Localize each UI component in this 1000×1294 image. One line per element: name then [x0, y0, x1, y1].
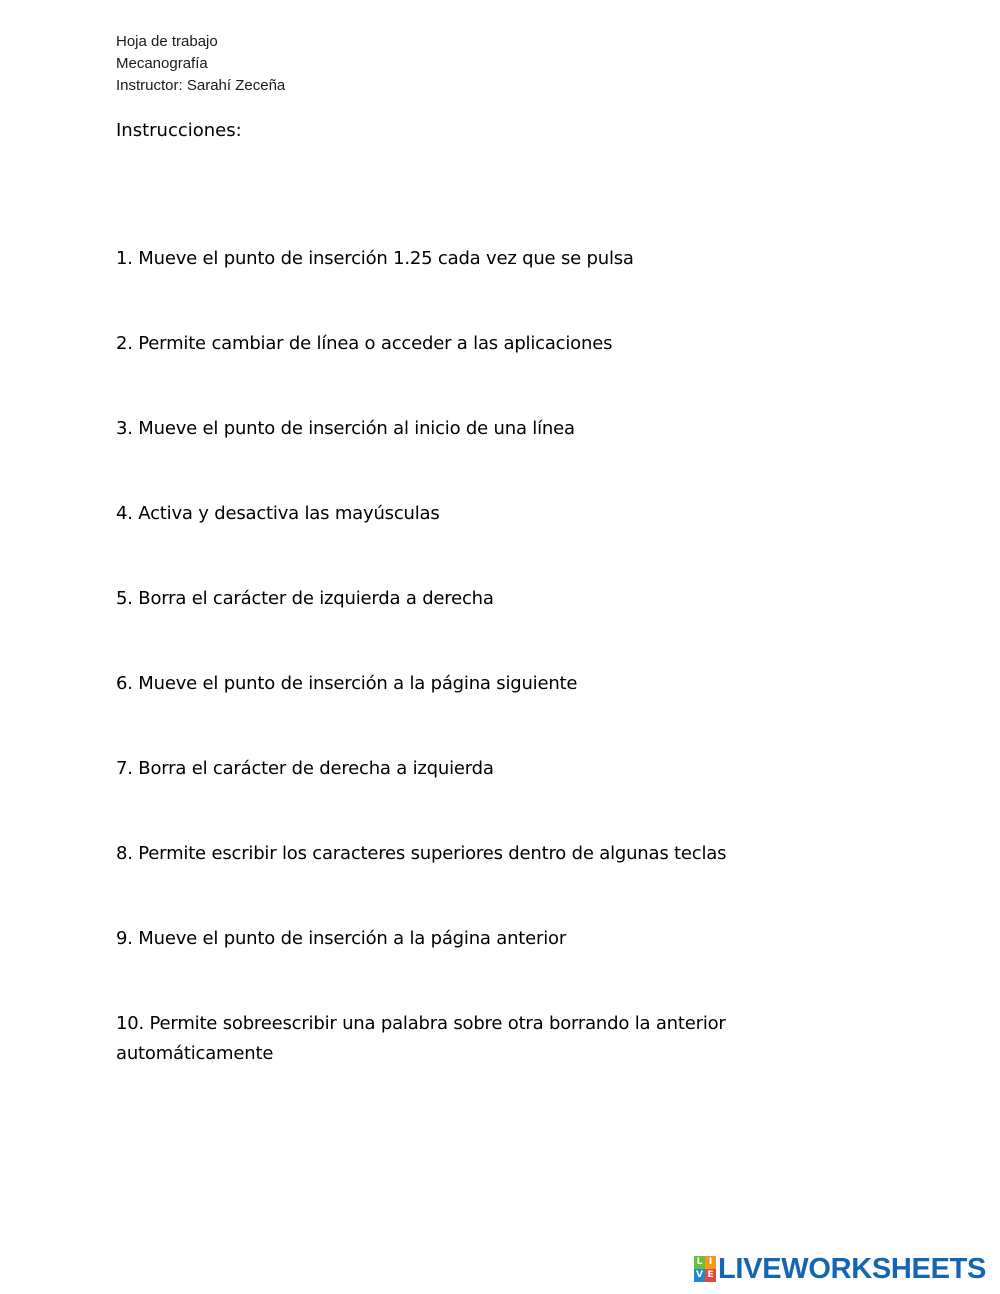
document-header — [116, 31, 285, 97]
instructions-heading: Instrucciones: — [116, 120, 242, 141]
header-instructor: Instructor: Sarahí Zeceña — [116, 77, 286, 94]
list-item-6: 6. Mueve el punto de inserción a la página siguiente — [116, 673, 578, 694]
header-worksheet-label: Hoja de trabajo — [116, 33, 218, 50]
list-item-4: 4. Activa y desactiva las mayúsculas — [116, 503, 440, 524]
list-item-1: 1. Mueve el punto de inserción 1.25 cada vez que se pulsa — [116, 248, 634, 269]
list-item-3: 3. Mueve el punto de inserción al inicio de una línea — [116, 418, 575, 439]
liveworksheets-mark-icon: L I V E — [694, 1256, 716, 1282]
list-item-5: 5. Borra el carácter de izquierda a derecha — [116, 588, 494, 609]
list-item-10: 10. Permite sobreescribir una palabra sobre otra borrando la anterior automáticamente — [116, 1013, 726, 1064]
header-subject: Mecanografía — [116, 55, 208, 72]
list-item-9: 9. Mueve el punto de inserción a la página anterior — [116, 928, 567, 949]
list-item-2: 2. Permite cambiar de línea o acceder a las aplicaciones — [116, 333, 613, 354]
list-item-7: 7. Borra el carácter de derecha a izquierda — [116, 758, 494, 779]
liveworksheets-wordmark: LIVEWORKSHEETS — [718, 1252, 987, 1285]
liveworksheets-logo — [694, 1254, 986, 1284]
list-item-8: 8. Permite escribir los caracteres superiores dentro de algunas teclas — [116, 843, 727, 864]
